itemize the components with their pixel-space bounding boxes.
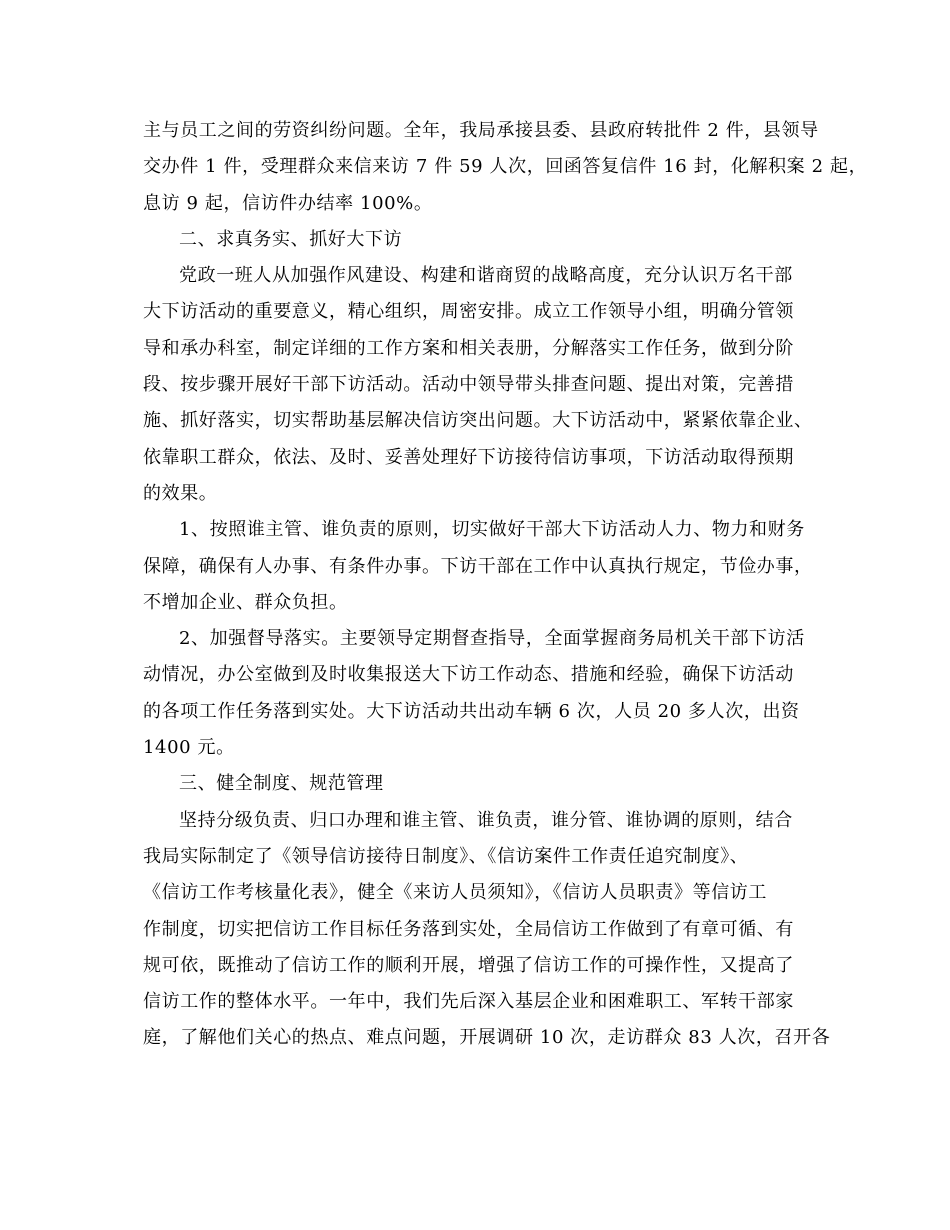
text-line: 大下访活动的重要意义，精心组织，周密安排。成立工作领导小组，明确分管领 [143,301,794,323]
text-line: 坚持分级负责、归口办理和谁主管、谁负责，谁分管、谁协调的原则，结合 [179,809,793,831]
text-line: 交办件 1 件，受理群众来信来访 7 件 59 人次，回函答复信件 16 封，化解积案 2 起， [143,156,868,178]
text-line: 1400 元。 [143,737,235,759]
text-line: 不增加企业、群众负担。 [143,591,348,613]
text-line: 党政一班人从加强作风建设、构建和谐商贸的战略高度，充分认识万名干部 [179,265,793,287]
text-line: 息访 9 起，信访件办结率 100%。 [143,192,433,214]
text-line: 《信访工作考核量化表》，健全《来访人员须知》，《信访人员职责》等信访工 [143,882,767,904]
text-line: 三、健全制度、规范管理 [179,773,384,795]
text-line: 2、加强督导落实。主要领导定期督查指导，全面掌握商务局机关干部下访活 [179,628,805,650]
text-line: 规可依，既推动了信访工作的顺利开展，增强了信访工作的可操作性，又提高了 [143,954,794,976]
text-line: 动情况，办公室做到及时收集报送大下访工作动态、措施和经验，确保下访活动 [143,664,794,686]
text-line: 1、按照谁主管、谁负责的原则，切实做好干部大下访活动人力、物力和财务 [179,519,805,541]
text-line: 导和承办科室，制定详细的工作方案和相关表册，分解落实工作任务，做到分阶 [143,337,794,359]
text-line: 信访工作的整体水平。一年中，我们先后深入基层企业和困难职工、军转干部家 [143,991,794,1013]
text-line: 作制度，切实把信访工作目标任务落到实处，全局信访工作做到了有章可循、有 [143,918,794,940]
text-line: 主与员工之间的劳资纠纷问题。全年，我局承接县委、县政府转批件 2 件，县领导 [143,120,819,141]
text-line: 我局实际制定了《领导信访接待日制度》、《信访案件工作责任追究制度》、 [143,845,749,867]
document-body [143,113,868,1057]
text-line: 二、求真务实、抓好大下访 [179,228,403,250]
text-line: 的效果。 [143,482,218,504]
text-line: 庭，了解他们关心的热点、难点问题，开展调研 10 次，走访群众 83 人次，召开各 [143,1027,831,1049]
text-line: 保障，确保有人办事、有条件办事。下访干部在工作中认真执行规定，节俭办事， [143,555,813,577]
text-line: 依靠职工群众，依法、及时、妥善处理好下访接待信访事项，下访活动取得预期 [143,446,794,468]
text-line: 施、抓好落实，切实帮助基层解决信访突出问题。大下访活动中，紧紧依靠企业、 [143,410,813,432]
text-line: 的各项工作任务落到实处。大下访活动共出动车辆 6 次，人员 20 多人次，出资 [143,700,800,722]
text-line: 段、按步骤开展好干部下访活动。活动中领导带头排查问题、提出对策，完善措 [143,374,794,396]
